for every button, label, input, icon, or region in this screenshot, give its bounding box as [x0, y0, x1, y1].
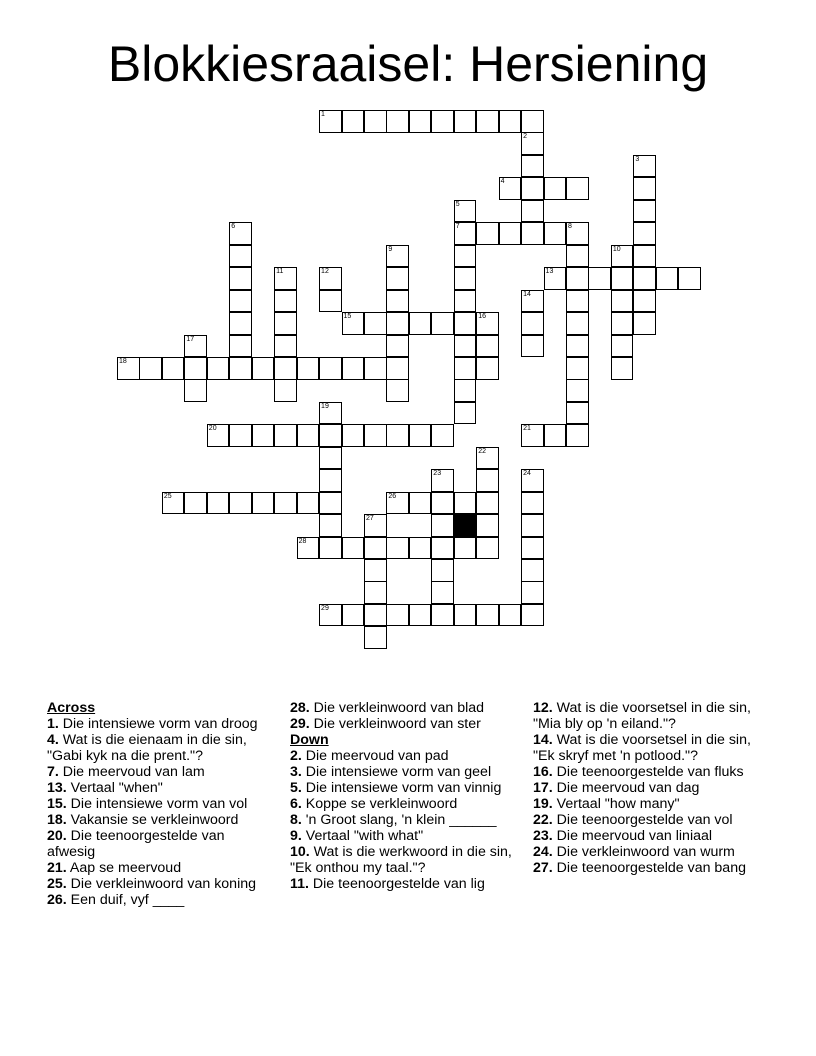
clue-item-text: Die intensiewe vorm van geel [301, 764, 492, 780]
clue-number: 12 [321, 268, 329, 276]
grid-cell[interactable] [229, 424, 252, 447]
grid-cell[interactable] [633, 177, 656, 200]
grid-cell[interactable] [521, 132, 544, 155]
clue-item [290, 812, 515, 828]
clue-number: 11 [276, 268, 284, 276]
grid-cell[interactable] [184, 379, 207, 402]
grid-cell[interactable] [476, 312, 499, 335]
clue-number: 9 [388, 245, 393, 253]
clue-number: 10 [612, 245, 621, 253]
grid-cell[interactable] [319, 604, 342, 627]
clue-item [290, 748, 515, 764]
grid-cell[interactable] [184, 357, 207, 380]
grid-cell[interactable] [454, 200, 477, 223]
grid-cell[interactable] [633, 222, 656, 245]
grid-cell[interactable] [117, 357, 140, 380]
grid-cell[interactable] [454, 604, 477, 627]
grid-cell[interactable] [476, 469, 499, 492]
clue-item-text: Die verkleinwoord van wurm [552, 844, 735, 860]
clue-item [47, 716, 272, 732]
clue-item [290, 828, 515, 844]
clue-item-number: 14. [533, 732, 553, 748]
clue-item-number: 15. [47, 796, 67, 812]
clue-number: 8 [568, 223, 572, 231]
clue-item [290, 700, 515, 716]
clue-item [533, 732, 758, 764]
grid-cell[interactable] [409, 604, 432, 627]
grid-cell[interactable] [566, 312, 589, 335]
grid-cell[interactable] [633, 267, 656, 290]
grid-cell[interactable] [454, 492, 477, 515]
clue-number: 27 [365, 515, 374, 523]
grid-cell[interactable] [544, 424, 567, 447]
grid-cell[interactable] [386, 335, 409, 358]
grid-cell[interactable] [229, 357, 252, 380]
grid-cell[interactable] [229, 290, 252, 313]
clue-item-text: 'n Groot slang, 'n klein ______ [301, 812, 497, 828]
grid-cell[interactable] [409, 424, 432, 447]
grid-cell[interactable] [274, 492, 297, 515]
grid-cell[interactable] [431, 581, 454, 604]
grid-cell[interactable] [544, 222, 567, 245]
grid-cell[interactable] [656, 267, 679, 290]
grid-cell[interactable] [409, 110, 432, 133]
clue-item-number: 19. [533, 796, 553, 812]
clue-heading: Across [47, 700, 96, 716]
grid-cell[interactable] [499, 177, 522, 200]
clue-item [290, 764, 515, 780]
grid-cell[interactable] [319, 402, 342, 425]
clue-item [533, 828, 758, 844]
clue-item-text: Die meervoud van liniaal [552, 828, 713, 844]
grid-cell[interactable] [342, 312, 365, 335]
clue-item-text: Die meervoud van dag [552, 780, 700, 796]
clue-item-text: Die teenoorgestelde van vol [552, 812, 733, 828]
clue-number: 29 [321, 604, 329, 612]
grid-cell[interactable] [476, 110, 499, 133]
clue-item-number: 21. [47, 860, 67, 876]
grid-cell[interactable] [521, 312, 544, 335]
grid-cell[interactable] [454, 379, 477, 402]
grid-cell[interactable] [611, 290, 634, 313]
grid-cell[interactable] [454, 267, 477, 290]
clue-number: 26 [388, 492, 397, 500]
clue-item [47, 876, 272, 892]
clue-item [533, 844, 758, 860]
clue-item-text: Een duif, vyf ____ [66, 892, 185, 908]
clue-item [47, 796, 272, 812]
clue-item-number: 6. [290, 796, 302, 812]
grid-cell[interactable] [476, 604, 499, 627]
clue-item-text: Die verkleinwoord van ster [309, 716, 481, 732]
puzzle-title: Blokkiesraaisel: Hersiening [107, 36, 709, 92]
clue-number: 21 [523, 425, 531, 433]
grid-cell[interactable] [252, 357, 275, 380]
grid-cell[interactable] [431, 514, 454, 537]
grid-cell[interactable] [521, 469, 544, 492]
grid-cell[interactable] [566, 357, 589, 380]
clue-item [533, 860, 758, 876]
grid-cell[interactable] [431, 604, 454, 627]
clue-item-number: 24. [533, 844, 553, 860]
grid-cell[interactable] [274, 312, 297, 335]
clue-item-text: Wat is die eienaam in die sin, "Gabi kyk na die prent."? [47, 732, 247, 764]
clue-number: 20 [208, 425, 217, 433]
grid-cell[interactable] [431, 492, 454, 515]
grid-cell[interactable] [274, 267, 297, 290]
clue-item-text: Die intensiewe vorm van vol [66, 796, 248, 812]
clue-item-text: Die teenoorgestelde van bang [552, 860, 746, 876]
grid-cell[interactable] [364, 312, 387, 335]
grid-cell[interactable] [319, 290, 342, 313]
grid-cell[interactable] [476, 335, 499, 358]
clue-item-text: Vakansie se verkleinwoord [66, 812, 239, 828]
grid-cell[interactable] [521, 110, 544, 133]
grid-cell[interactable] [386, 267, 409, 290]
clue-item-number: 13. [47, 780, 67, 796]
grid-cell[interactable] [566, 267, 589, 290]
clue-column-3 [533, 700, 758, 876]
clue-item-text: Die teenoorgestelde van afwesig [47, 828, 225, 860]
clue-item-number: 23. [533, 828, 553, 844]
grid-cell[interactable] [566, 424, 589, 447]
grid-cell[interactable] [364, 357, 387, 380]
grid-cell[interactable] [454, 110, 477, 133]
grid-cell[interactable] [611, 312, 634, 335]
grid-cell[interactable] [386, 424, 409, 447]
clue-item-number: 11. [290, 876, 309, 892]
clue-column-1 [47, 700, 272, 908]
grid-cell[interactable] [566, 245, 589, 268]
grid-cell[interactable] [274, 290, 297, 313]
clue-number: 6 [231, 223, 236, 231]
grid-cell[interactable] [319, 357, 342, 380]
clue-item-number: 22. [533, 812, 553, 828]
grid-cell[interactable] [544, 267, 567, 290]
grid-cell[interactable] [386, 312, 409, 335]
clue-item-text: Die verkleinwoord van koning [66, 876, 257, 892]
grid-cell[interactable] [274, 379, 297, 402]
grid-cell[interactable] [678, 267, 701, 290]
grid-cell[interactable] [409, 537, 432, 560]
clue-number: 2 [523, 133, 527, 141]
clue-item-text: Wat is die voorsetsel in die sin, "Ek skryf met 'n potlood."? [533, 732, 751, 764]
clue-item-number: 1. [47, 716, 59, 732]
grid-cell[interactable] [319, 492, 342, 515]
grid-cell[interactable] [364, 626, 387, 649]
grid-cell[interactable] [184, 335, 207, 358]
clue-number: 25 [163, 492, 172, 500]
grid-cell[interactable] [454, 312, 477, 335]
grid-cell[interactable] [319, 110, 342, 133]
clue-item-number: 20. [47, 828, 67, 844]
grid-cell[interactable] [342, 110, 365, 133]
grid-cell[interactable] [386, 245, 409, 268]
grid-cell[interactable] [274, 357, 297, 380]
grid-cell[interactable] [521, 581, 544, 604]
grid-cell[interactable] [431, 110, 454, 133]
grid-cell[interactable] [207, 357, 230, 380]
grid-cell[interactable] [521, 290, 544, 313]
clue-number: 1 [321, 111, 325, 118]
clue-number: 28 [298, 537, 307, 545]
grid-cell[interactable] [588, 267, 611, 290]
grid-cell[interactable] [521, 200, 544, 223]
clue-item [47, 732, 272, 764]
clue-item-number: 9. [290, 828, 302, 844]
clue-item-number: 2. [290, 748, 302, 764]
grid-cell[interactable] [274, 335, 297, 358]
grid-cell[interactable] [521, 424, 544, 447]
grid-cell[interactable] [633, 312, 656, 335]
grid-cell[interactable] [611, 335, 634, 358]
grid-cell[interactable] [454, 222, 477, 245]
clue-item-number: 29. [290, 716, 310, 732]
clue-item-text: Die verkleinwoord van blad [309, 700, 485, 716]
clue-column-2 [290, 700, 515, 892]
clue-item [47, 764, 272, 780]
clue-item-text: Aap se meervoud [66, 860, 182, 876]
grid-cell[interactable] [229, 245, 252, 268]
grid-cell[interactable] [476, 514, 499, 537]
grid-cell[interactable] [521, 492, 544, 515]
grid-cell[interactable] [386, 110, 409, 133]
grid-cell[interactable] [521, 222, 544, 245]
grid-cell[interactable] [162, 357, 185, 380]
clue-item-number: 5. [290, 780, 302, 796]
clue-number: 24 [523, 470, 531, 478]
grid-cell[interactable] [431, 537, 454, 560]
grid-cell[interactable] [454, 357, 477, 380]
grid-cell[interactable] [252, 492, 275, 515]
grid-cell[interactable] [633, 155, 656, 178]
grid-cell[interactable] [364, 559, 387, 582]
grid-cell[interactable] [476, 222, 499, 245]
grid-cell[interactable] [364, 424, 387, 447]
grid-cell[interactable] [162, 492, 185, 515]
grid-cell[interactable] [633, 290, 656, 313]
clue-item-text: Vertaal "with what" [301, 828, 424, 844]
grid-cell[interactable] [544, 177, 567, 200]
clue-number: 14 [523, 290, 531, 298]
clue-item-number: 17. [533, 780, 553, 796]
clue-item-text: Die meervoud van pad [301, 748, 449, 764]
grid-cell[interactable] [409, 312, 432, 335]
grid-cell[interactable] [364, 604, 387, 627]
clue-item-number: 28. [290, 700, 310, 716]
clue-item [533, 796, 758, 812]
grid-cell[interactable] [454, 245, 477, 268]
grid-cell[interactable] [386, 357, 409, 380]
grid-cell[interactable] [229, 267, 252, 290]
grid-cell[interactable] [476, 447, 499, 470]
grid-cell[interactable] [499, 222, 522, 245]
clue-item-number: 27. [533, 860, 553, 876]
grid-cell[interactable] [386, 492, 409, 515]
clue-item-text: Die intensiewe vorm van droog [58, 716, 258, 732]
grid-cell[interactable] [566, 379, 589, 402]
grid-cell[interactable] [521, 514, 544, 537]
clue-number: 15 [343, 313, 352, 321]
clue-number: 23 [433, 470, 442, 478]
clue-item [533, 764, 758, 780]
clue-item-number: 12. [533, 700, 553, 716]
clue-item-text: Die teenoorgestelde van lig [308, 876, 485, 892]
grid-cell[interactable] [229, 335, 252, 358]
grid-cell[interactable] [184, 492, 207, 515]
grid-cell[interactable] [633, 245, 656, 268]
clue-number: 17 [186, 335, 195, 343]
grid-cell[interactable] [611, 245, 634, 268]
clue-heading: Down [290, 732, 329, 748]
grid-cell[interactable] [454, 335, 477, 358]
clue-item-number: 4. [47, 732, 59, 748]
clue-number: 22 [478, 447, 486, 455]
clue-number: 5 [455, 200, 460, 208]
grid-cell[interactable] [274, 424, 297, 447]
clue-item-text: Die teenoorgestelde van fluks [552, 764, 744, 780]
clue-item [47, 860, 272, 876]
clue-number: 13 [545, 268, 554, 276]
clue-item-text: Vertaal "when" [66, 780, 163, 796]
grid-cell[interactable] [229, 312, 252, 335]
grid-cell[interactable] [476, 357, 499, 380]
clue-item [290, 716, 515, 732]
grid-cell[interactable] [319, 469, 342, 492]
grid-cell[interactable] [364, 537, 387, 560]
clue-item [47, 828, 272, 860]
grid-cell[interactable] [611, 267, 634, 290]
grid-cell[interactable] [499, 110, 522, 133]
clue-number: 19 [321, 402, 329, 410]
grid-cell[interactable] [342, 424, 365, 447]
clue-item-text: Wat is die werkwoord in die sin, "Ek onthou my taal."? [290, 844, 512, 876]
clue-item [47, 892, 272, 908]
grid-cell[interactable] [297, 357, 320, 380]
grid-cell[interactable] [342, 537, 365, 560]
grid-cell[interactable] [521, 559, 544, 582]
grid-cell[interactable] [566, 335, 589, 358]
clue-number: 4 [500, 178, 505, 186]
grid-cell[interactable] [229, 222, 252, 245]
clue-item [47, 812, 272, 828]
grid-cell[interactable] [454, 402, 477, 425]
blank-square [454, 514, 477, 537]
grid-cell[interactable] [364, 514, 387, 537]
grid-cell[interactable] [611, 357, 634, 380]
grid-cell[interactable] [252, 424, 275, 447]
grid-cell[interactable] [297, 492, 320, 515]
clue-item [533, 780, 758, 796]
grid-cell[interactable] [207, 492, 230, 515]
grid-cell[interactable] [319, 537, 342, 560]
clue-item [47, 780, 272, 796]
grid-cell[interactable] [521, 177, 544, 200]
grid-cell[interactable] [431, 424, 454, 447]
clue-item-text: Vertaal "how many" [552, 796, 680, 812]
clue-item [533, 812, 758, 828]
grid-cell[interactable] [319, 267, 342, 290]
grid-cell[interactable] [476, 492, 499, 515]
clue-item-number: 3. [290, 764, 302, 780]
clue-item [290, 780, 515, 796]
grid-cell[interactable] [319, 514, 342, 537]
grid-cell[interactable] [386, 290, 409, 313]
grid-cell[interactable] [633, 200, 656, 223]
grid-cell[interactable] [566, 402, 589, 425]
grid-cell[interactable] [476, 537, 499, 560]
clue-number: 7 [455, 223, 460, 231]
clue-item-number: 7. [47, 764, 59, 780]
clue-item [290, 844, 515, 876]
clue-item-number: 25. [47, 876, 67, 892]
grid-cell[interactable] [521, 604, 544, 627]
grid-cell[interactable] [297, 537, 320, 560]
clue-item-text: Wat is die voorsetsel in die sin, "Mia bly op 'n eiland."? [533, 700, 751, 732]
grid-cell[interactable] [364, 581, 387, 604]
grid-cell[interactable] [342, 604, 365, 627]
grid-cell[interactable] [297, 424, 320, 447]
clue-item-number: 18. [47, 812, 67, 828]
clue-item-number: 8. [290, 812, 302, 828]
grid-cell[interactable] [139, 357, 162, 380]
grid-cell[interactable] [431, 469, 454, 492]
grid-cell[interactable] [521, 537, 544, 560]
clue-item [533, 700, 758, 732]
clue-item-text: Die intensiewe vorm van vinnig [301, 780, 502, 796]
grid-cell[interactable] [566, 177, 589, 200]
grid-cell[interactable] [499, 604, 522, 627]
grid-cell[interactable] [566, 290, 589, 313]
grid-cell[interactable] [454, 537, 477, 560]
grid-cell[interactable] [386, 379, 409, 402]
clue-number: 18 [119, 357, 127, 365]
grid-cell[interactable] [386, 604, 409, 627]
clue-item [290, 796, 515, 812]
clue-item [290, 876, 515, 892]
grid-cell[interactable] [521, 335, 544, 358]
grid-cell[interactable] [342, 357, 365, 380]
grid-cell[interactable] [364, 110, 387, 133]
grid-cell[interactable] [386, 537, 409, 560]
grid-cell[interactable] [319, 424, 342, 447]
clue-item-text: Koppe se verkleinwoord [301, 796, 458, 812]
clue-item-number: 10. [290, 844, 310, 860]
grid-cell[interactable] [454, 290, 477, 313]
grid-cell[interactable] [409, 492, 432, 515]
clue-number: 3 [635, 155, 640, 163]
clue-item-number: 16. [533, 764, 553, 780]
grid-cell[interactable] [229, 492, 252, 515]
clue-item-number: 26. [47, 892, 67, 908]
grid-cell[interactable] [431, 312, 454, 335]
grid-cell[interactable] [566, 222, 589, 245]
clue-number: 16 [478, 313, 486, 321]
clue-item-text: Die meervoud van lam [58, 764, 205, 780]
grid-cell[interactable] [207, 424, 230, 447]
grid-cell[interactable] [521, 155, 544, 178]
grid-cell[interactable] [319, 447, 342, 470]
grid-cell[interactable] [431, 559, 454, 582]
